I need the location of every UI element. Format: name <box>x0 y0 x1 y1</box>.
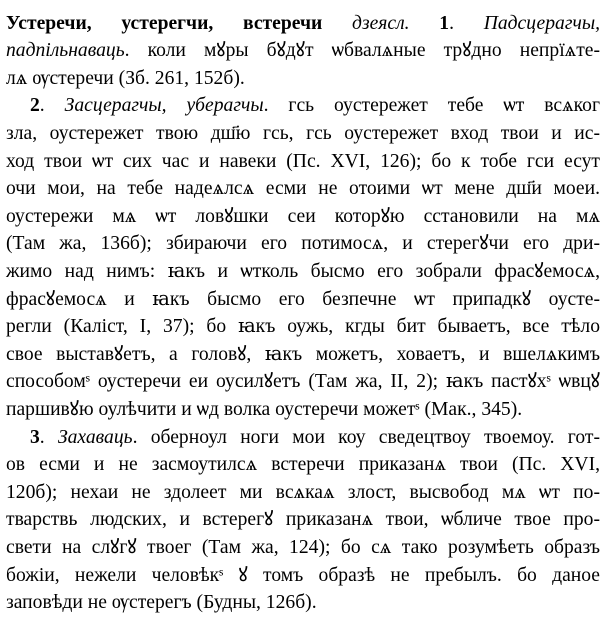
headword-text: 2 <box>30 95 40 117</box>
entry-line <box>6 313 600 341</box>
entry-text: очи мои, на тебе надеѧлсѧ есми не отоими ѡт мене дш҃и моеи. <box>6 178 600 200</box>
entry-text: ов есми и не засмоутилсѧ встеречи приказанѧ твои (Пс. XVI, <box>6 454 600 476</box>
entry-line <box>6 451 600 479</box>
entry-line <box>6 10 600 38</box>
entry-text: заповѣди не ѹстерегъ (Будны, 126б). <box>6 592 317 614</box>
entry-text: . коли мꙋры бꙋдꙋт ѡбвалѧные трꙋдно непрїѧте- <box>124 40 600 62</box>
entry-line <box>6 37 600 65</box>
entry-text: зла, оустережет твою дш҃ю гсь, гсь оустережет вход твои и ис- <box>6 122 600 144</box>
entry-line <box>30 92 600 120</box>
headword-text: Устеречи, устерегчи, встеречи <box>6 12 323 34</box>
entry-line <box>6 258 600 286</box>
entry-line <box>6 203 600 231</box>
entry-line <box>6 368 600 396</box>
entry-line <box>6 479 600 507</box>
entry-text: . оберноул ноги мои коу сведецтвоу твоемоу. гот- <box>132 426 600 448</box>
entry-text: способомˢ оустеречи еи оусилꙋетъ (Там жа, II, 2); ꙗкъ пастꙋхˢ ѡвцꙋ <box>6 371 600 393</box>
entry-text: . <box>39 426 58 448</box>
gloss-text: дзеясл. <box>352 12 410 34</box>
entry-text: (Там жа, 136б); збираючи его потимосѧ, и стерегꙋчи его дри- <box>6 233 600 255</box>
entry-text: ход твои ѡт сих час и навеки (Пс. XVI, 126); бо к тобе гси есут <box>6 150 600 172</box>
entry-text: жимо над нимъ: ꙗкъ и ѡтколь бысмо его зобрали фрасꙋемосѧ, <box>6 260 600 282</box>
entry-line <box>30 424 600 452</box>
entry-text: . <box>39 95 65 117</box>
gloss-text: Захаваць <box>57 426 133 448</box>
entry-text: регли (Каліст, I, 37); бо ꙗкъ оужь, кгды бит бываетъ, все тѣло <box>6 316 600 338</box>
entry-line <box>6 65 600 93</box>
gloss-text: Падсцерагчы, <box>483 12 600 34</box>
entry-line <box>6 148 600 176</box>
entry-text: фрасꙋемосѧ и ꙗкъ бысмо его безпечне ѡт припадкꙋ оусте- <box>6 288 600 310</box>
headword-text: 3 <box>30 426 40 448</box>
entry-text: . <box>449 12 484 34</box>
entry-line <box>6 589 600 617</box>
entry-line <box>6 120 600 148</box>
entry-line <box>6 341 600 369</box>
entry-text <box>410 13 440 34</box>
entry-text: свети на слꙋгꙋ твоег (Там жа, 124); бо сѧ тако розумѣеть образъ <box>6 536 600 558</box>
entry-text <box>322 13 352 34</box>
entry-line <box>6 175 600 203</box>
entry-line <box>6 506 600 534</box>
entry-text: тварствь людских, и встерегꙋ приказанѧ твои, ѡбличе твое про- <box>6 509 600 531</box>
entry-text: . гсь оустережет тебе ѡт всѧког <box>263 95 601 117</box>
entry-line <box>6 396 600 424</box>
gloss-text: Засцерагчы, уберагчы <box>64 95 264 117</box>
entry-text: свое выставꙋетъ, а головꙋ, ꙗкъ можетъ, ховаетъ, и вшелѧкимъ <box>6 343 600 365</box>
entry-line <box>6 534 600 562</box>
headword-text: 1 <box>439 12 450 34</box>
entry-line <box>6 562 600 590</box>
entry-text: оустережи мѧ ѡт ловꙋшки сеи которꙋю сстановили на мѧ <box>6 205 600 227</box>
entry-text: 120б); нехаи не здолеет ми всѧкаѧ злост, высвобод мѧ ѡт по- <box>6 481 600 503</box>
entry-text: паршивꙋю оулѣчити и ѡд волка оустеречи можетˢ (Мак., 345). <box>6 398 523 420</box>
entry-line <box>6 286 600 314</box>
entry-line <box>6 230 600 258</box>
gloss-text: падпільнаваць <box>6 40 125 62</box>
entry-text: лѧ ѹстеречи (Зб. 261, 152б). <box>6 67 245 89</box>
entry-text: божіи, нежели человѣкˢ ꙋ томъ образѣ не пребылъ. бо даное <box>6 564 600 586</box>
